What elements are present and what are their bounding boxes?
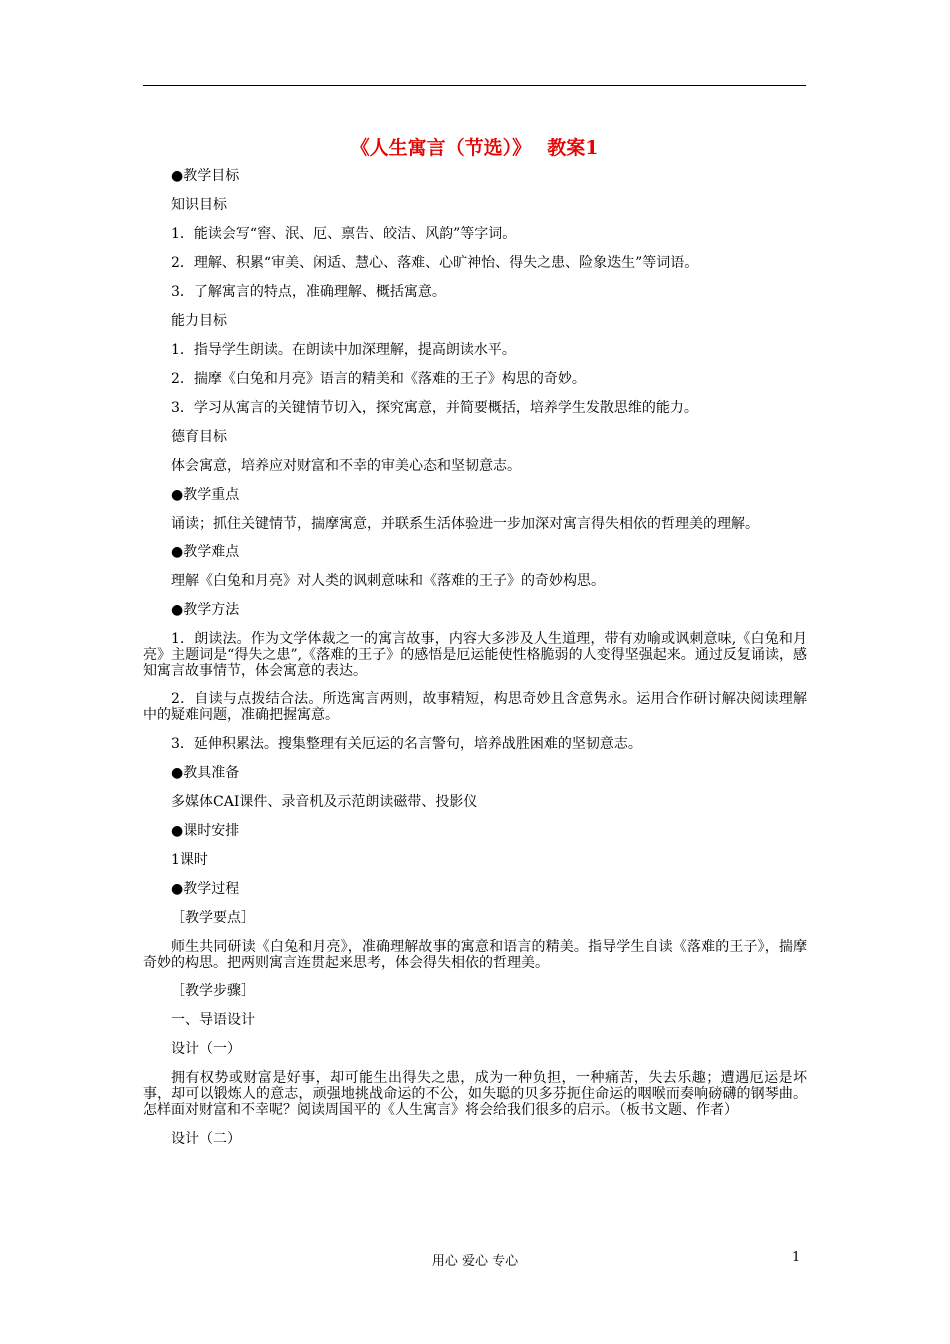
paragraph: 1课时 (171, 852, 208, 868)
page-number: 1 (792, 1250, 801, 1265)
document-body (143, 168, 807, 1147)
paragraph: ●教学难点 (171, 544, 240, 560)
paragraph: ●课时安排 (171, 823, 240, 839)
paragraph: 3．了解寓言的特点，准确理解、概括寓意。 (171, 284, 446, 300)
paragraph: 2．揣摩《白兔和月亮》语言的精美和《落难的王子》构思的奇妙。 (171, 371, 586, 387)
paragraph: 2．自读与点拨结合法。所选寓言两则，故事精短，构思奇妙且含意隽永。运用合作研讨解决阅读理解中的疑难问题，准确把握寓意。 (143, 691, 807, 723)
paragraph: 1．指导学生朗读。在朗读中加深理解，提高朗读水平。 (171, 342, 516, 358)
paragraph: 体会寓意，培养应对财富和不幸的审美心态和坚韧意志。 (171, 458, 521, 474)
paragraph: 1．朗读法。作为文学体裁之一的寓言故事，内容大多涉及人生道理，带有劝喻或讽刺意味,《白兔和月亮》主题词是“得失之患”,《落难的王子》的感悟是厄运能使性格脆弱的人变得坚强起来。通过反复诵读，感知寓言故事情节，体会寓意的表达。 (143, 631, 807, 679)
paragraph: 3．学习从寓言的关键情节切入，探究寓意，并简要概括，培养学生发散思维的能力。 (171, 400, 698, 416)
paragraph: 能力目标 (171, 313, 227, 329)
header-rule (143, 85, 806, 86)
paragraph: 2．理解、积累“审美、闲适、慧心、落难、心旷神怡、得失之患、险象迭生”等词语。 (171, 255, 699, 271)
paragraph: 德育目标 (171, 429, 227, 445)
paragraph: 拥有权势或财富是好事，却可能生出得失之患，成为一种负担，一种痛苦，失去乐趣；遭遇厄运是坏事，却可以锻炼人的意志，顽强地挑战命运的不公，如失聪的贝多芬扼住命运的咽喉而奏响磅礴的钢琴曲。怎样面对财富和不幸呢？阅读周国平的《人生寓言》将会给我们很多的启示。（板书文题、作者） (143, 1070, 807, 1118)
paragraph: ●教学重点 (171, 487, 240, 503)
paragraph: ［教学要点］ (171, 910, 255, 926)
footer-text: 用心 爱心 专心 (431, 1254, 519, 1269)
paragraph: ●教具准备 (171, 765, 240, 781)
paragraph: 1．能读会写“窖、泯、厄、禀告、皎洁、风韵”等字词。 (171, 226, 517, 242)
paragraph: 理解《白兔和月亮》对人类的讽刺意味和《落难的王子》的奇妙构思。 (171, 573, 605, 589)
paragraph: ［教学步骤］ (171, 983, 255, 999)
paragraph: 3．延伸积累法。搜集整理有关厄运的名言警句，培养战胜困难的坚韧意志。 (171, 736, 642, 752)
paragraph: ●教学目标 (171, 168, 240, 184)
paragraph: ●教学方法 (171, 602, 240, 618)
paragraph: 知识目标 (171, 197, 227, 213)
paragraph: 诵读；抓住关键情节，揣摩寓意，并联系生活体验进一步加深对寓言得失相依的哲理美的理解。 (171, 516, 759, 532)
paragraph: 师生共同研读《白兔和月亮》，准确理解故事的寓意和语言的精美。指导学生自读《落难的王子》，揣摩奇妙的构思。把两则寓言连贯起来思考，体会得失相依的哲理美。 (143, 939, 807, 971)
document-title: 《人生寓言（节选）》 教案1 (350, 137, 599, 159)
paragraph: 设计（二） (171, 1131, 241, 1147)
paragraph: 多媒体CAI课件、录音机及示范朗读磁带、投影仪 (171, 794, 478, 810)
paragraph: 一、导语设计 (171, 1012, 255, 1028)
paragraph: ●教学过程 (171, 881, 240, 897)
paragraph: 设计（一） (171, 1041, 241, 1057)
